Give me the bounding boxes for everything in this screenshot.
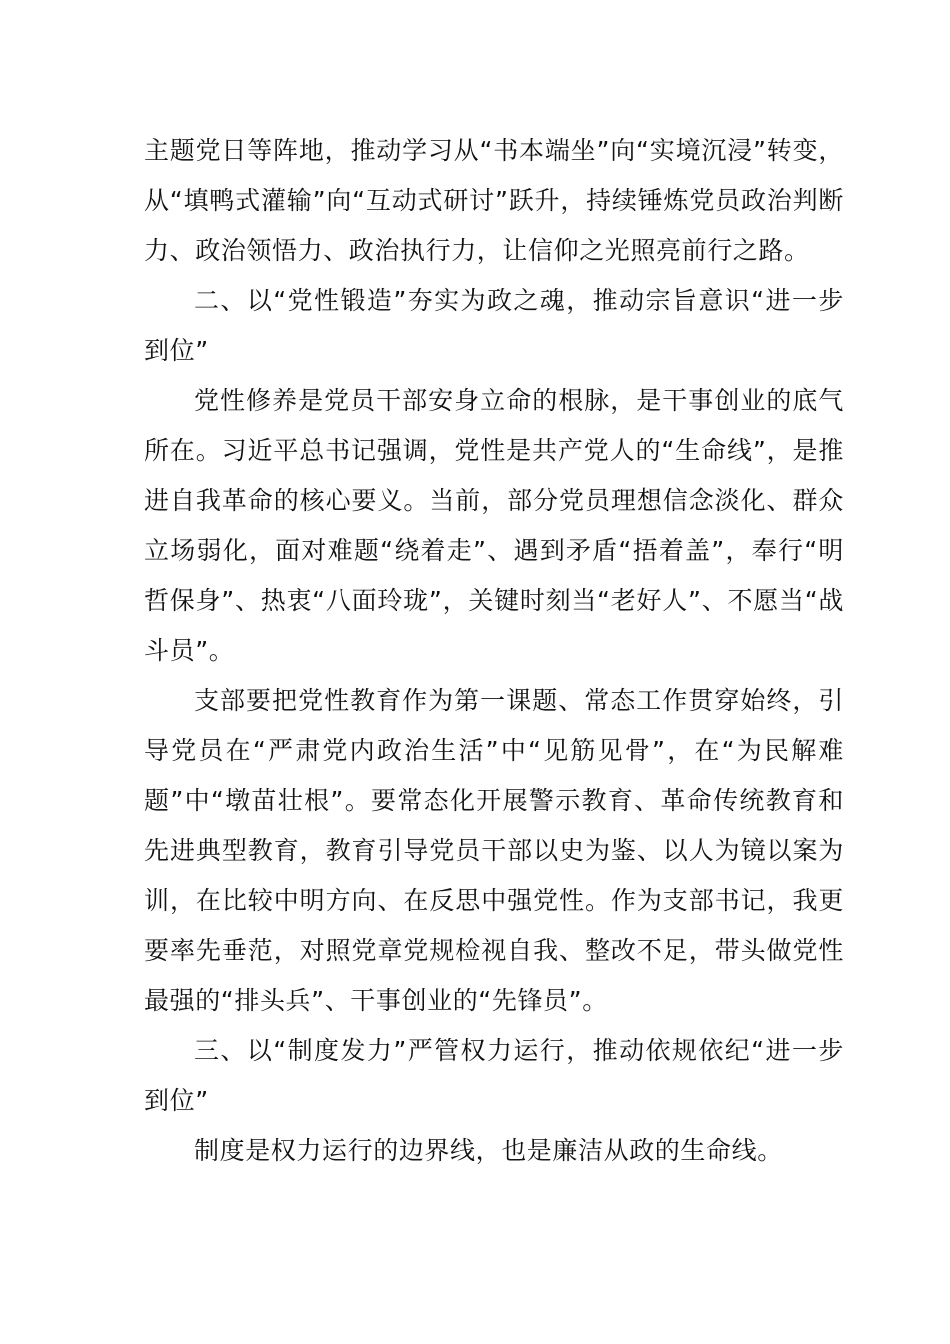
paragraph-party-spirit: 党性修养是党员干部安身立命的根脉，是干事创业的底气所在。习近平总书记强调，党性是共产党人的“生命线”，是推进自我革命的核心要义。当前，部分党员理想信念淡化、群众立场弱化，面对难题“绕着走”、遇到矛盾“捂着盖”，奉行“明哲保身”、热衷“八面玲珑”，关键时刻当“老好人”、不愿当“战斗员”。 xyxy=(144,386,844,665)
section-heading-3: 三、以“制度发力”严管权力运行，推动依规依纪“进一步到位” xyxy=(144,1036,844,1115)
paragraph-branch-education: 支部要把党性教育作为第一课题、常态工作贯穿始终，引导党员在“严肃党内政治生活”中“见筋见骨”，在“为民解难题”中“墩苗壮根”。要常态化开展警示教育、革命传统教育和先进典型教育，教育引导党员干部以史为鉴、以人为镜以案为训，在比较中明方向、在反思中强党性。作为支部书记，我更要率先垂范，对照党章党规检视自我、整改不足，带头做党性最强的“排头兵”、干事创业的“先锋员”。 xyxy=(144,686,844,1015)
paragraph-continued: 主题党日等阵地，推动学习从“书本端坐”向“实境沉浸”转变，从“填鸭式灌输”向“互动式研讨”跃升，持续锤炼党员政治判断力、政治领悟力、政治执行力，让信仰之光照亮前行之路。 xyxy=(144,136,844,265)
document-page xyxy=(144,126,844,1176)
section-heading-2: 二、以“党性锻造”夯实为政之魂，推动宗旨意识“进一步到位” xyxy=(144,286,844,365)
paragraph-institution: 制度是权力运行的边界线，也是廉洁从政的生命线。 xyxy=(194,1136,783,1165)
